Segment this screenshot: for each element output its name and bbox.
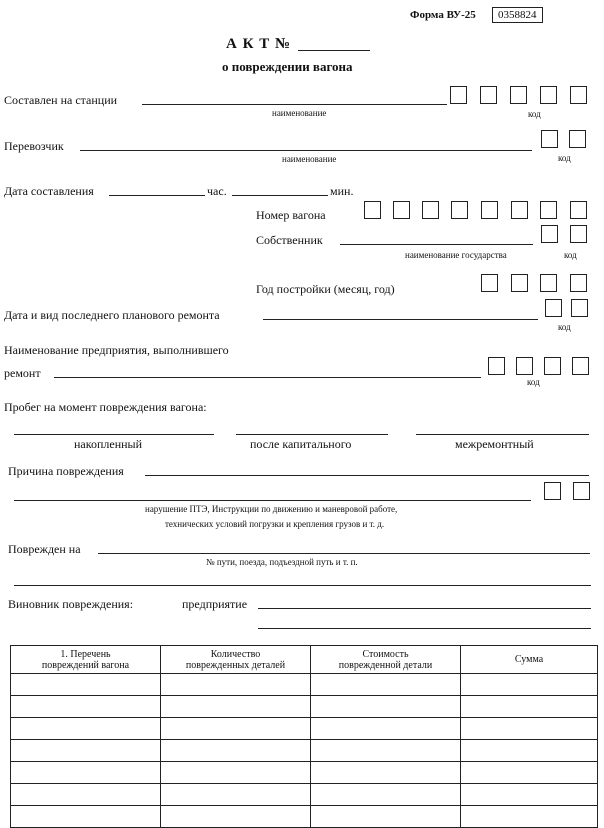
enterprise-label-line1: Наименование предприятия, выполнившего: [4, 343, 229, 357]
last-repair-code-box[interactable]: [545, 299, 562, 317]
table-cell[interactable]: [11, 674, 161, 696]
owner-code-box[interactable]: [570, 225, 587, 243]
owner-line[interactable]: [340, 244, 533, 245]
last-repair-label: Дата и вид последнего планового ремонта: [4, 308, 220, 322]
header-damaged-parts: Количество поврежденных деталей: [161, 646, 311, 674]
table-cell[interactable]: [11, 740, 161, 762]
build-year-box[interactable]: [540, 274, 557, 292]
station-code-box[interactable]: [480, 86, 497, 104]
last-repair-code-box[interactable]: [571, 299, 588, 317]
cause-code-box[interactable]: [573, 482, 590, 500]
culprit-enterprise-label: предприятие: [182, 597, 248, 611]
table-cell[interactable]: [11, 696, 161, 718]
build-year-box[interactable]: [570, 274, 587, 292]
carrier-code-caption: код: [558, 153, 571, 163]
table-cell[interactable]: [161, 696, 311, 718]
culprit-line-1[interactable]: [258, 608, 591, 609]
form-number: 0358824: [492, 7, 543, 23]
table-row: [11, 762, 598, 784]
table-cell[interactable]: [311, 696, 461, 718]
mileage-interrepair-line[interactable]: [416, 434, 589, 435]
cause-caption-1: нарушение ПТЭ, Инструкции по движению и маневровой работе,: [145, 504, 398, 514]
station-label: Составлен на станции: [4, 93, 118, 107]
station-code-box[interactable]: [570, 86, 587, 104]
build-year-box[interactable]: [481, 274, 498, 292]
enterprise-code-box[interactable]: [488, 357, 505, 375]
table-row: [11, 806, 598, 828]
mileage-label: Пробег на момент повреждения вагона:: [4, 400, 207, 414]
cause-caption-2: технических условий погрузки и крепления грузов и т. д.: [165, 519, 385, 529]
carrier-code-box[interactable]: [569, 130, 586, 148]
damaged-at-line-2[interactable]: [14, 585, 591, 586]
culprit-label: Виновник повреждения:: [8, 597, 134, 611]
owner-label: Собственник: [256, 233, 323, 247]
owner-code-caption: код: [564, 250, 577, 260]
act-subtitle: о повреждении вагона: [222, 59, 353, 74]
table-cell[interactable]: [461, 762, 598, 784]
station-code-box[interactable]: [450, 86, 467, 104]
wagon-number-box[interactable]: [422, 201, 439, 219]
table-cell[interactable]: [161, 674, 311, 696]
culprit-line-2[interactable]: [258, 628, 591, 629]
cause-code-box[interactable]: [544, 482, 561, 500]
enterprise-code-box[interactable]: [516, 357, 533, 375]
enterprise-label-line2: ремонт: [4, 366, 41, 380]
table-cell[interactable]: [311, 762, 461, 784]
wagon-number-box[interactable]: [570, 201, 587, 219]
wagon-number-box[interactable]: [393, 201, 410, 219]
table-cell[interactable]: [161, 762, 311, 784]
hours-label: час.: [207, 184, 227, 198]
enterprise-line[interactable]: [54, 377, 481, 378]
damaged-at-line[interactable]: [98, 553, 590, 554]
carrier-label: Перевозчик: [4, 139, 64, 153]
date-line[interactable]: [109, 195, 205, 196]
act-number-line[interactable]: [298, 50, 370, 51]
hours-line[interactable]: [232, 195, 328, 196]
header-sum: Сумма: [461, 646, 598, 674]
table-cell[interactable]: [311, 784, 461, 806]
carrier-name-caption: наименование: [282, 154, 337, 164]
table-cell[interactable]: [311, 806, 461, 828]
station-code-caption: код: [528, 109, 541, 119]
station-code-box[interactable]: [510, 86, 527, 104]
table-cell[interactable]: [311, 740, 461, 762]
table-cell[interactable]: [11, 806, 161, 828]
last-repair-line[interactable]: [263, 319, 538, 320]
damaged-at-caption: № пути, поезда, подъездной путь и т. п.: [206, 557, 358, 567]
cause-line-2[interactable]: [14, 500, 531, 501]
last-repair-code-caption: код: [558, 322, 571, 332]
enterprise-code-caption: код: [527, 377, 540, 387]
table-cell[interactable]: [461, 784, 598, 806]
table-cell[interactable]: [461, 806, 598, 828]
damaged-at-label: Поврежден на: [8, 542, 81, 556]
table-cell[interactable]: [461, 696, 598, 718]
mileage-accumulated-line[interactable]: [14, 434, 214, 435]
damage-table: [10, 645, 598, 828]
mileage-interrepair-caption: межремонтный: [455, 437, 534, 451]
header-part-cost: Стоимость поврежденной детали: [311, 646, 461, 674]
enterprise-code-box[interactable]: [544, 357, 561, 375]
station-line[interactable]: [142, 104, 447, 105]
table-cell[interactable]: [461, 718, 598, 740]
mileage-capital-caption: после капитального: [250, 437, 352, 451]
carrier-code-box[interactable]: [541, 130, 558, 148]
minutes-label: мин.: [330, 184, 354, 198]
wagon-number-box[interactable]: [451, 201, 468, 219]
table-cell[interactable]: [161, 718, 311, 740]
wagon-number-box[interactable]: [481, 201, 498, 219]
station-code-box[interactable]: [540, 86, 557, 104]
table-row: [11, 718, 598, 740]
wagon-number-box[interactable]: [511, 201, 528, 219]
mileage-capital-line[interactable]: [236, 434, 388, 435]
table-cell[interactable]: [11, 762, 161, 784]
table-cell[interactable]: [461, 740, 598, 762]
table-cell[interactable]: [311, 718, 461, 740]
table-cell[interactable]: [161, 784, 311, 806]
owner-code-box[interactable]: [541, 225, 558, 243]
table-row: [11, 740, 598, 762]
header-damage-list: 1. Перечень повреждений вагона: [11, 646, 161, 674]
table-row: [11, 784, 598, 806]
mileage-accumulated-caption: накопленный: [74, 437, 143, 451]
cause-label: Причина повреждения: [8, 464, 124, 478]
build-year-label: Год постройки (месяц, год): [256, 282, 395, 296]
table-cell[interactable]: [11, 784, 161, 806]
form-label: Форма ВУ-25: [410, 9, 476, 21]
carrier-line[interactable]: [80, 150, 532, 151]
table-row: [11, 674, 598, 696]
table-header-row: [11, 646, 598, 674]
act-title: А К Т №: [226, 36, 292, 52]
table-cell[interactable]: [461, 674, 598, 696]
cause-line-1[interactable]: [145, 475, 589, 476]
table-cell[interactable]: [311, 674, 461, 696]
table-cell[interactable]: [161, 740, 311, 762]
owner-state-caption: наименование государства: [405, 250, 507, 260]
table-row: [11, 696, 598, 718]
table-cell[interactable]: [161, 806, 311, 828]
wagon-number-box[interactable]: [540, 201, 557, 219]
table-cell[interactable]: [11, 718, 161, 740]
enterprise-code-box[interactable]: [572, 357, 589, 375]
build-year-box[interactable]: [511, 274, 528, 292]
wagon-number-label: Номер вагона: [256, 208, 326, 222]
date-label: Дата составления: [4, 184, 94, 198]
wagon-number-box[interactable]: [364, 201, 381, 219]
station-name-caption: наименование: [272, 108, 327, 118]
